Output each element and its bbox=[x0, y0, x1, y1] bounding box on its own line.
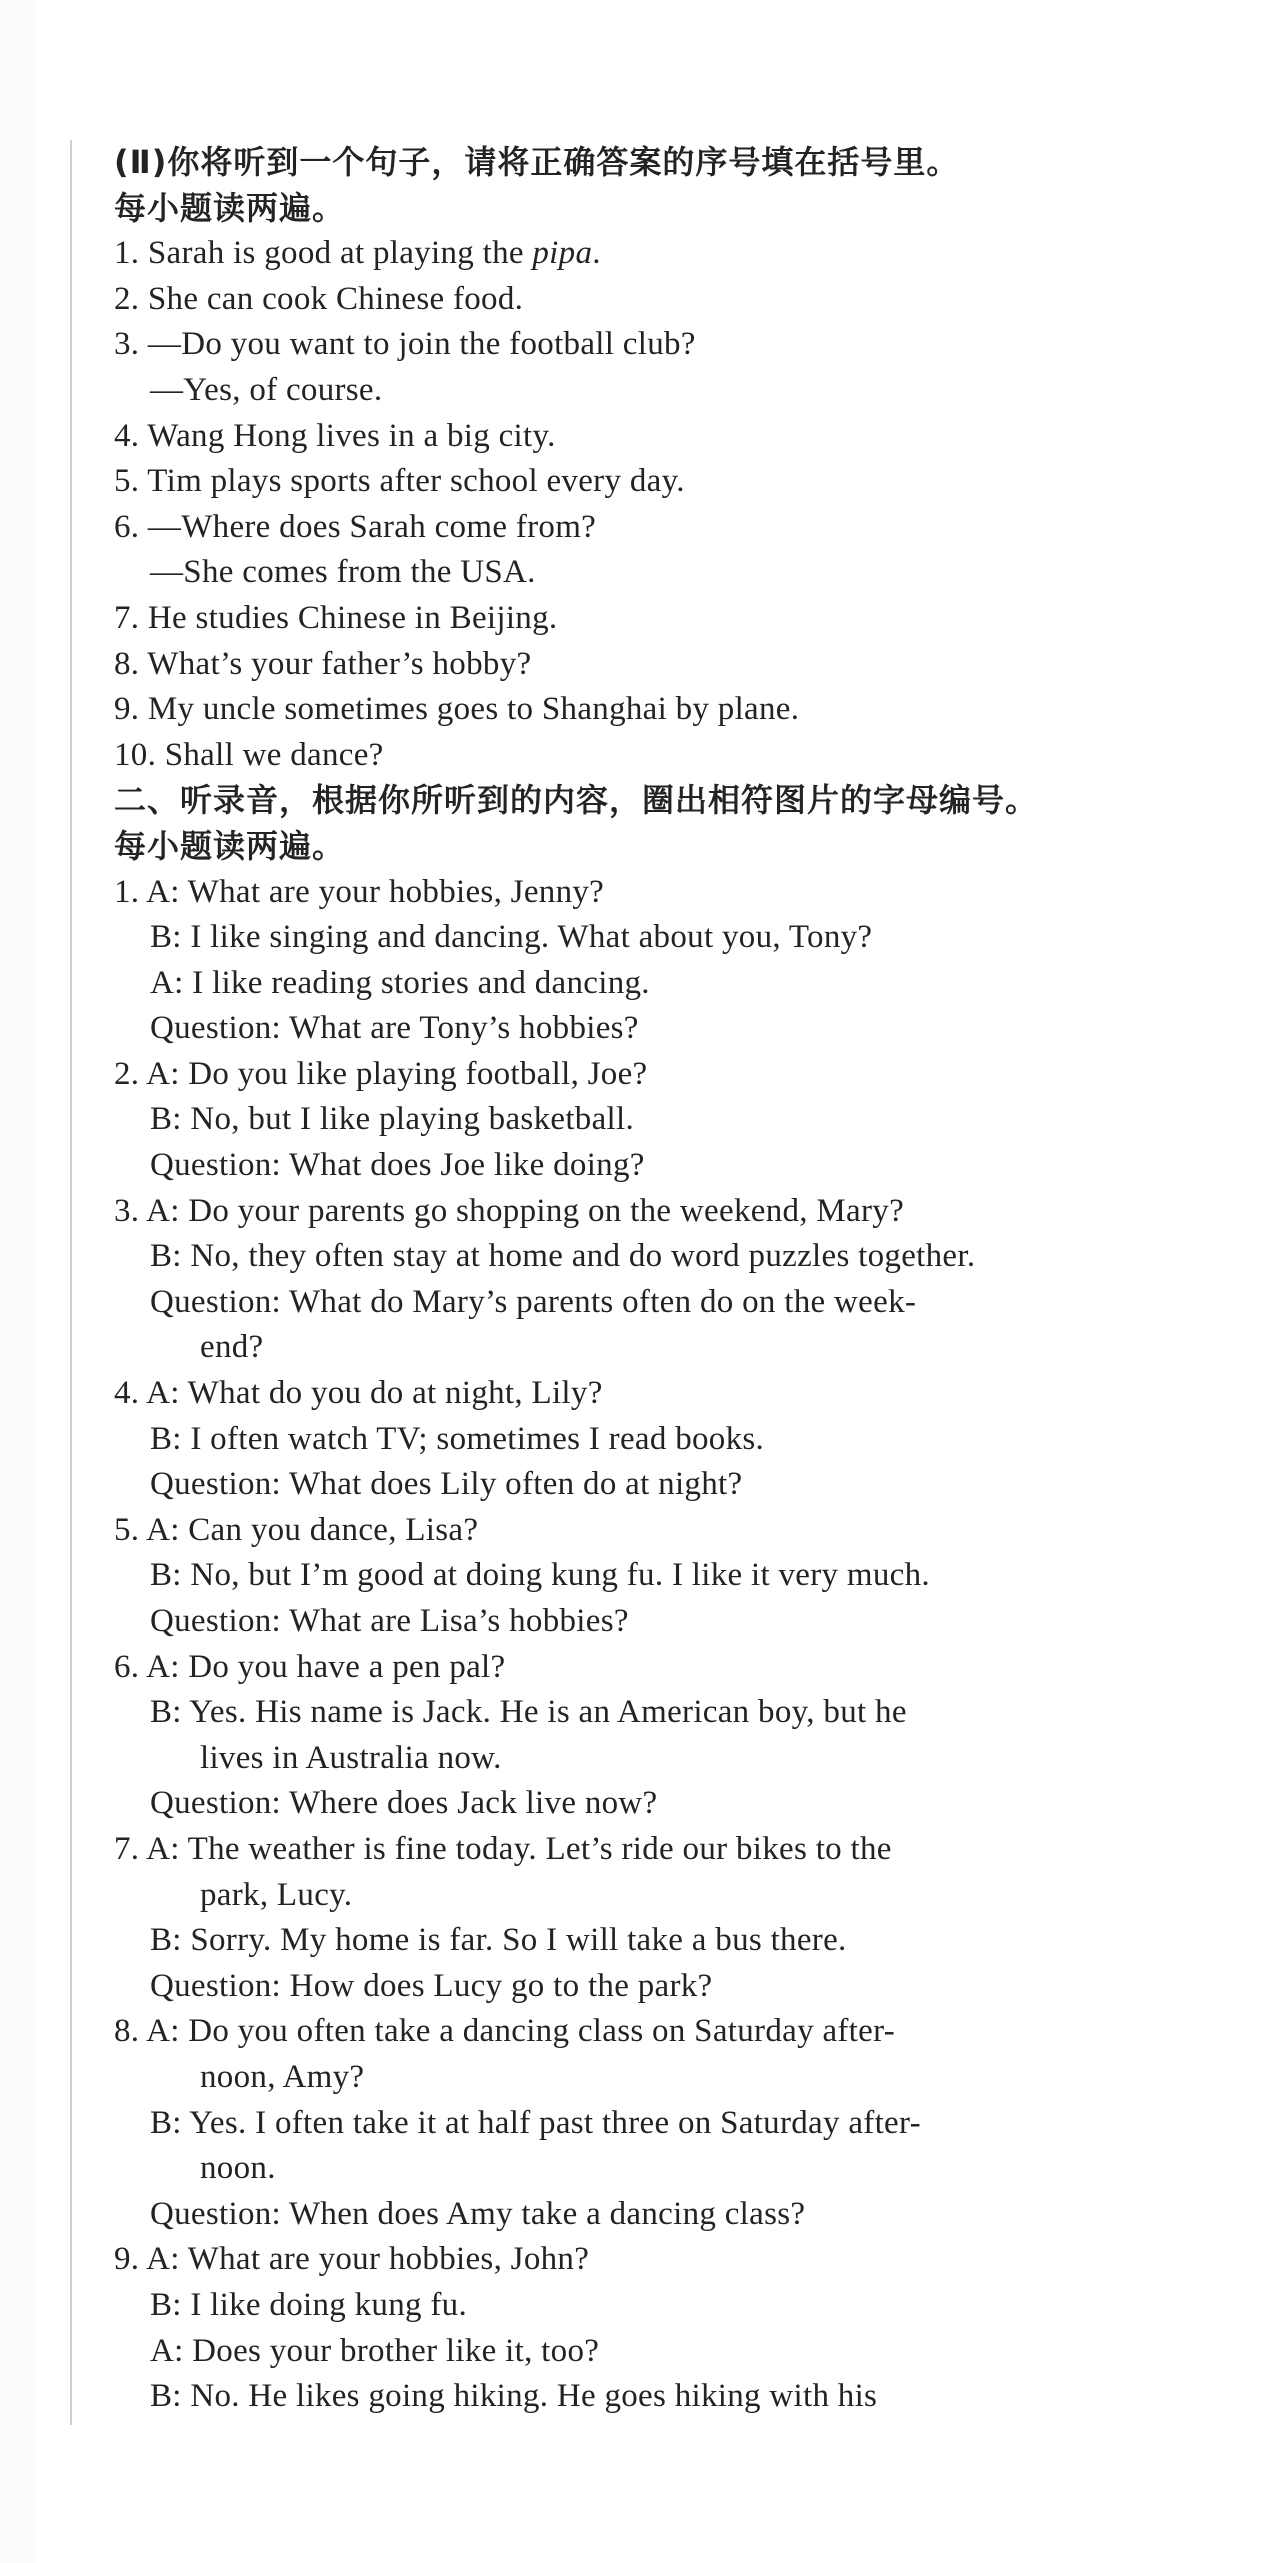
listening-item: 3. —Do you want to join the football club? bbox=[114, 326, 696, 363]
dialogue-line: B: I often watch TV; sometimes I read books. bbox=[150, 1420, 765, 1457]
listening-item: 8. What’s your father’s hobby? bbox=[114, 645, 532, 682]
italic-term: pipa bbox=[532, 235, 593, 272]
document-page bbox=[36, 0, 1275, 2563]
question-line: Question: What are Tony’s hobbies? bbox=[150, 1010, 639, 1047]
part-heading-continued: 每小题读两遍。 bbox=[114, 826, 346, 865]
section-heading-continued: 每小题读两遍。 bbox=[114, 188, 346, 227]
dialogue-line: 4. A: What do you do at night, Lily? bbox=[114, 1375, 603, 1412]
dialogue-line: 3. A: Do your parents go shopping on the weekend, Mary? bbox=[114, 1192, 905, 1229]
dialogue-line: A: I like reading stories and dancing. bbox=[150, 964, 650, 1001]
question-line: Question: What does Lily often do at night? bbox=[150, 1466, 743, 1503]
question-line: Question: What do Mary’s parents often do on the week- bbox=[150, 1283, 917, 1320]
dialogue-line: B: Yes. I often take it at half past three on Saturday after- bbox=[150, 2104, 921, 2141]
part-heading: 二、听录音，根据你所听到的内容，圈出相符图片的字母编号。 bbox=[114, 781, 1039, 820]
dialogue-line: 5. A: Can you dance, Lisa? bbox=[114, 1511, 479, 1548]
dialogue-line: B: I like doing kung fu. bbox=[150, 2286, 468, 2323]
dialogue-line: 1. A: What are your hobbies, Jenny? bbox=[114, 873, 605, 910]
question-line: Question: How does Lucy go to the park? bbox=[150, 1967, 713, 2004]
margin-rule bbox=[70, 140, 72, 2425]
question-line: Question: Where does Jack live now? bbox=[150, 1785, 658, 1822]
listening-item: 6. —Where does Sarah come from? bbox=[114, 508, 597, 545]
dialogue-line: B: No, but I like playing basketball. bbox=[150, 1101, 635, 1138]
dialogue-line: B: Yes. His name is Jack. He is an American boy, but he bbox=[150, 1694, 907, 1731]
question-line-continued: end? bbox=[200, 1329, 264, 1366]
listening-item-reply: —She comes from the USA. bbox=[150, 554, 536, 591]
question-line: Question: What are Lisa’s hobbies? bbox=[150, 1603, 629, 1639]
document-content bbox=[114, 140, 1144, 2420]
dialogue-line: 2. A: Do you like playing football, Joe? bbox=[114, 1055, 648, 1092]
listening-item: 5. Tim plays sports after school every day. bbox=[114, 463, 685, 500]
dialogue-line-continued: noon, Amy? bbox=[200, 2058, 365, 2095]
dialogue-line: 8. A: Do you often take a dancing class on Saturday after- bbox=[114, 2013, 896, 2050]
dialogue-line: B: I like singing and dancing. What about you, Tony? bbox=[150, 919, 873, 956]
dialogue-line-continued: lives in Australia now. bbox=[200, 1739, 502, 1776]
listening-item: 1. Sarah is good at playing the pipa. bbox=[114, 235, 601, 272]
listening-item: 4. Wang Hong lives in a big city. bbox=[114, 417, 556, 454]
listening-item: 7. He studies Chinese in Beijing. bbox=[114, 599, 558, 636]
listening-item: 9. My uncle sometimes goes to Shanghai by plane. bbox=[114, 691, 800, 728]
listening-item: 10. Shall we dance? bbox=[114, 736, 384, 773]
listening-item: 2. She can cook Chinese food. bbox=[114, 280, 524, 317]
dialogue-line: A: Does your brother like it, too? bbox=[150, 2332, 600, 2369]
question-line: Question: What does Joe like doing? bbox=[150, 1147, 645, 1184]
dialogue-line: 9. A: What are your hobbies, John? bbox=[114, 2241, 590, 2278]
dialogue-line: 6. A: Do you have a pen pal? bbox=[114, 1648, 506, 1685]
dialogue-line: B: No, but I’m good at doing kung fu. I like it very much. bbox=[150, 1557, 930, 1594]
dialogue-line: B: Sorry. My home is far. So I will take a bus there. bbox=[150, 1922, 847, 1959]
dialogue-line: 7. A: The weather is fine today. Let’s ride our bikes to the bbox=[114, 1830, 892, 1867]
section-heading: (Ⅱ)你将听到一个句子，请将正确答案的序号填在括号里。 bbox=[114, 143, 960, 181]
dialogue-line: B: No, they often stay at home and do word puzzles together. bbox=[150, 1238, 976, 1275]
question-line: Question: When does Amy take a dancing class? bbox=[150, 2195, 806, 2232]
dialogue-line-continued: park, Lucy. bbox=[200, 1876, 353, 1913]
listening-item-reply: —Yes, of course. bbox=[150, 371, 383, 408]
dialogue-line-continued: noon. bbox=[200, 2150, 276, 2187]
dialogue-line: B: No. He likes going hiking. He goes hiking with his bbox=[150, 2378, 878, 2415]
